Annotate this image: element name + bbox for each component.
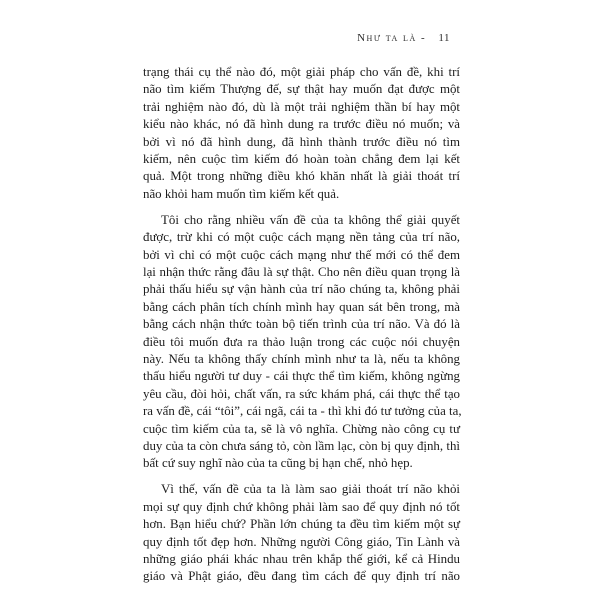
text-line: kiểu nào khác, nó đã hình dung ra trước điều nó muốn; và — [143, 117, 460, 132]
text-line: bằng cách nhận thức toàn bộ tiến trình của trí não. Và đó là — [143, 317, 460, 332]
text-line: mọi sự quy định chứ không phải làm sao để quy định nó tốt — [143, 499, 460, 514]
text-line: cuộc tìm kiếm của ta, sẽ là vô nghĩa. Chừng nào công cụ tư — [143, 421, 460, 436]
text-line: được, trừ khi có một cuộc cách mạng nền tảng của trí não, — [143, 230, 460, 245]
text-line: giáo và Phật giáo, đều đang tìm cách để quy định trí não — [143, 569, 460, 584]
text-line: bởi vì chỉ có một cuộc cách mạng như thế mới có thể đem — [143, 247, 460, 262]
text-line: những giáo phái khác nhau trên khắp thế giới, kể cả Hindu — [143, 551, 460, 566]
page-number: 11 — [438, 32, 450, 44]
text-line: Tôi cho rằng nhiều vấn đề của ta không thể giải quyết — [161, 212, 460, 227]
text-line: Vì thế, vấn đề của ta là làm sao giải thoát trí não khỏi — [161, 482, 460, 497]
paragraph-2 — [143, 212, 460, 473]
paragraph-3 — [143, 481, 460, 585]
running-head-title: Như ta là — [357, 32, 417, 44]
text-line: yêu cầu, đòi hỏi, chất vấn, ra sức khám phá, cái thực thể tạo — [143, 386, 460, 401]
text-line: bất cứ suy nghĩ nào của ta cũng bị hạn chế, nhỏ hẹp. — [143, 456, 413, 471]
text-line: não khỏi ham muốn tìm kiếm kết quả. — [143, 186, 340, 201]
text-line: trải nghiệm nào đó, dù là một trải nghiệm thần bí hay một — [143, 99, 460, 114]
text-line: duy của ta còn chưa sáng tỏ, còn lầm lạc, còn bị quy định, thì — [143, 439, 460, 454]
text-line: quả. Một trong những điều khó khăn nhất là giải thoát trí — [143, 169, 460, 184]
text-line: bởi vì nó đã hình dung, đã hình thành trước điều nó tìm — [143, 134, 460, 149]
text-line: phải thấu hiểu sự vận hành của trí não chúng ta, không phải — [143, 282, 460, 297]
body-text — [143, 64, 460, 586]
paragraph-1 — [143, 64, 460, 203]
text-line: hơn. Bạn hiểu chứ? Phần lớn chúng ta đều tìm kiếm một sự — [143, 517, 460, 532]
text-line: kiếm, nên cuộc tìm kiếm đó hoàn toàn chẳng đem lại kết — [143, 152, 460, 167]
running-head — [357, 32, 450, 44]
text-line: bằng cách phân tích chính mình hay quan sát bên trong, mà — [143, 299, 460, 314]
text-line: thấu hiểu người tư duy - cái thực thể tìm kiếm, không ngừng — [143, 369, 460, 384]
text-line: này. Nếu ta không thấy chính mình như ta là, nếu ta không — [143, 352, 460, 366]
text-line: trạng thái cụ thể nào đó, một giải pháp cho vấn đề, khi trí — [143, 65, 460, 79]
text-line: quy định tốt đẹp hơn. Những người Công giáo, Tin Lành và — [143, 534, 460, 549]
text-line: não tìm kiếm Thượng đế, sự thật hay muốn đạt được một — [143, 82, 460, 97]
running-head-separator: - — [420, 32, 427, 44]
text-line: điều tôi muốn đưa ra thảo luận trong các cuộc nói chuyện — [143, 334, 460, 349]
text-line: lại nhận thức rằng đâu là sự thật. Cho nên điều quan trọng là — [143, 264, 460, 279]
text-line: ra vấn đề, cái “tôi”, cái ngã, cái ta - thì khi đó tư tưởng của ta, — [143, 404, 462, 419]
